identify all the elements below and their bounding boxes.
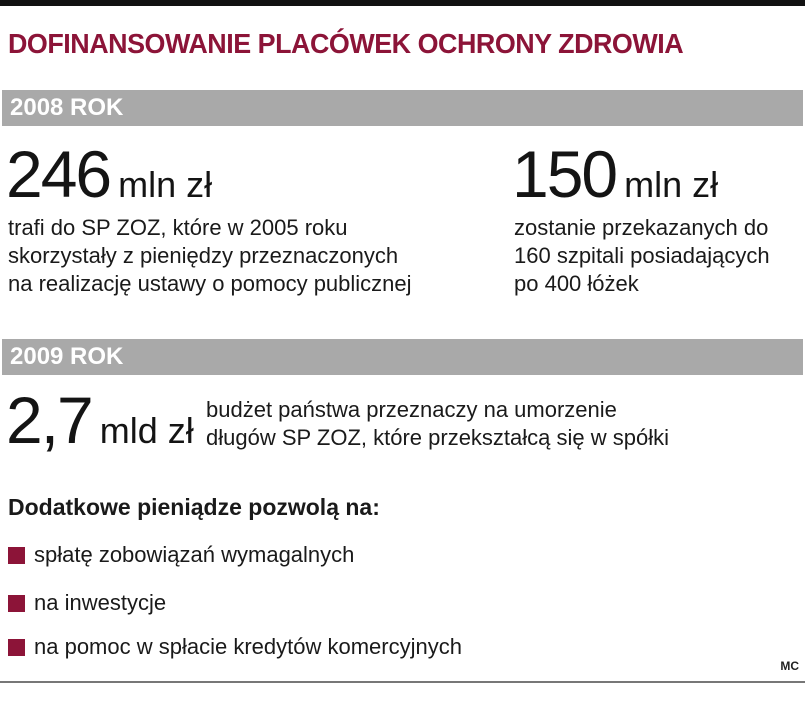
amount-2008-right	[512, 136, 718, 212]
bullet-text: spłatę zobowiązań wymagalnych	[34, 542, 355, 567]
credit: MC	[780, 659, 799, 673]
amount-value: 150	[512, 137, 617, 211]
bottom-rule	[0, 681, 805, 683]
description-line: zostanie przekazanych do	[514, 215, 769, 240]
bullet-item	[8, 542, 354, 568]
page-title: DOFINANSOWANIE PLACÓWEK OCHRONY ZDROWIA	[8, 28, 684, 59]
description-line: trafi do SP ZOZ, które w 2005 roku	[8, 215, 348, 240]
amount-unit: mln zł	[118, 164, 213, 205]
amount-value: 2,7	[6, 383, 92, 457]
bullet-item	[8, 634, 462, 660]
amount-unit: mld zł	[99, 410, 194, 451]
description-line: 160 szpitali posiadających	[514, 243, 770, 268]
year-band-2008: 2008 ROK	[2, 90, 803, 126]
amount-2008-right-description	[514, 214, 770, 298]
bullet-text: na inwestycje	[34, 590, 167, 615]
square-bullet-icon	[8, 639, 25, 656]
description-line: na realizację ustawy o pomocy publicznej	[8, 271, 412, 296]
description-line: długów SP ZOZ, które przekształcą się w spółki	[206, 425, 669, 450]
square-bullet-icon	[8, 595, 25, 612]
extra-heading: Dodatkowe pieniądze pozwolą na:	[8, 494, 380, 520]
amount-value: 246	[6, 137, 111, 211]
amount-2009	[6, 382, 194, 458]
description-line: budżet państwa przeznaczy na umorzenie	[206, 397, 617, 422]
bullet-text: na pomoc w spłacie kredytów komercyjnych	[34, 634, 462, 659]
amount-2008-left-description	[8, 214, 412, 298]
square-bullet-icon	[8, 547, 25, 564]
description-line: po 400 łóżek	[514, 271, 639, 296]
amount-2009-description	[206, 396, 669, 452]
bullet-item	[8, 590, 166, 616]
amount-unit: mln zł	[624, 164, 719, 205]
amount-2008-left	[6, 136, 212, 212]
description-line: skorzystały z pieniędzy przeznaczonych	[8, 243, 399, 268]
year-band-2009: 2009 ROK	[2, 339, 803, 375]
top-rule	[0, 0, 805, 6]
